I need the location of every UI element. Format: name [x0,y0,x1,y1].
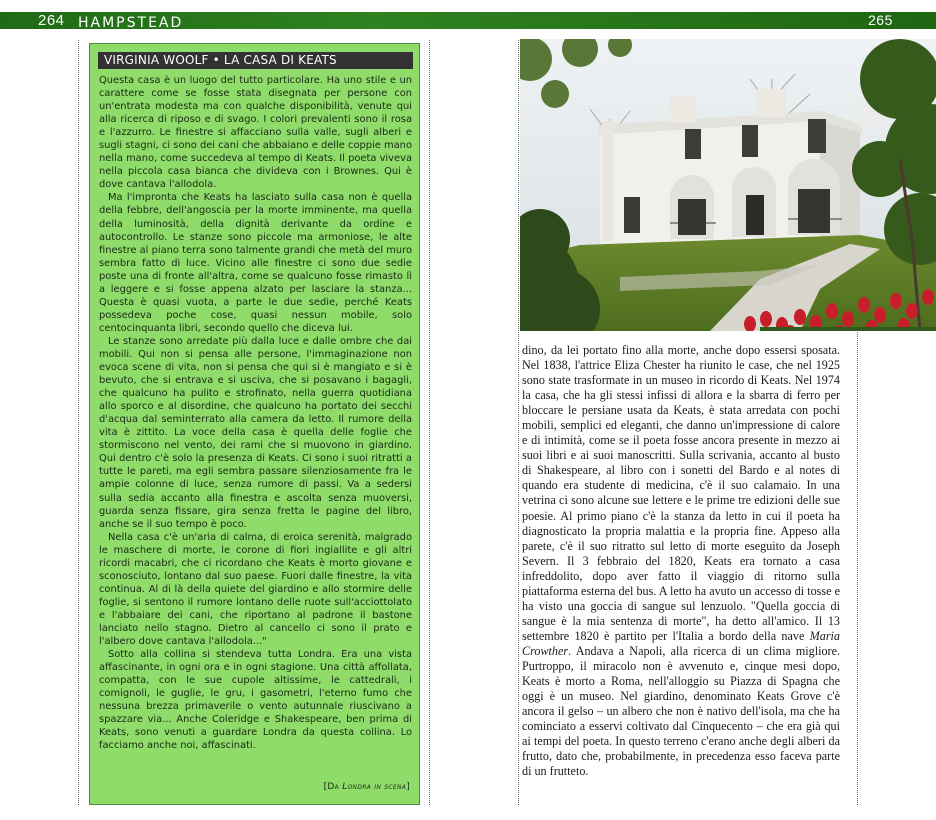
page-number-right: 265 [868,12,893,28]
article-paragraph [522,343,840,779]
source-suffix: ] [406,782,410,792]
article-text-part-2: . Andava a Napoli, alla ricerca di un clima migliore. Purtroppo, il miracolo non è avvenuto e, cinque mesi dopo, Keats è morto a Roma, nell'alloggio su Piazza di Spagna che oggi è un museo. Nel giardino, denominato Keats Grove c'è ancora il gelso – un albero che non è nativo dell'isola, ma che ha cominciato a esservi coltivato dal Cinquecento – che era già qui ai tempi del poeta. In questo terreno c'erano anche degli alberi da frutto, dato che, probabilmente, in precedenza esso faceva parte di un frutteto. [522,643,840,779]
gutter-rule-right [518,40,519,805]
sidebar-paragraph: Ma l'impronta che Keats ha lasciato sulla casa non è quella della febbre, dell'angoscia per la morte imminente, ma quella della luminosità, della dignità derivante da ordine e autocontrollo. Le stanze sono piccole ma armoniose, le alte finestre al piano terra sono talmente grandi che metà del muro sembra fatto di luce. Vicino alle finestre ci sono due sedie poste una di fronte all'altra, come se qualcuno fosse rimasto lì a leggere e si fosse appena alzato per lasciare la stanza... Questa è quasi vuota, a parte le due sedie, perché Keats possedeva poche cose, quasi nessun mobile, solo centocinquanta libri, secondo quello che diceva lui. [99,192,412,334]
page-number-left: 264 [38,12,65,29]
running-head: HAMPSTEAD [78,15,184,31]
sidebar-paragraph: Nella casa c'è un'aria di calma, di eroica serenità, malgrado le maschere di morte, le corone di fiori ingiallite e gli altri ricordi macabri, che ci ricordano che Keats è morto giovane e sconosciuto, lontano dal suo paese. Fuori dalle finestre, la vita continua. Al di là della quiete del giardino e allo stormire delle foglie, si sentono il rumore lontano delle ruote sull'acciottolato e l'abbaiare dei cani, che riportano al padrone il bastone lanciato nello stagno. Dietro al cancello ci sono il prato e l'albero dove cantava l'allodola..." [99,531,412,648]
left-margin-rule [78,40,79,805]
sidebar-box [89,43,420,805]
sidebar-title: VIRGINIA WOOLF • LA CASA DI KEATS [98,52,413,69]
sidebar-paragraph: Le stanze sono arredate più dalla luce e dalle ombre che dai mobili. Qui non si pensa alle persone, l'immaginazione non evoca scene di vita, non si pensa che qui si è mangiato e si è bevuto, che si entrava e si usciva, che si posavano i bagagli, che qualcuno ha pulito e strofinato, nella guerra quotidiana allo sporco e al disordine, che qualcuno ha portato dei secchi d'acqua dal seminterrato alla camera da letto. Il rumore della vita è zittito. La voce della casa è quella delle foglie che stormiscono nel vento, dei rami che si muovono in giardino. Qui dentro c'è solo la presenza di Keats. Ci sono i suoi ritratti a tutte le pareti, ma egli sembra passare silenziosamente fra le ampie colonne di luce, senza rumore di passi. Va a sedersi sulla sedia accanto alla finestra e ascolta senza muoversi, guarda senza fissare, gira senza fretta le pagine del libro, anche se il suo tempo è poco. [99,335,412,530]
ship-name: Maria Crowther [522,628,840,658]
source-title: Londra in scena [342,782,407,792]
article-text-part-1: dino, da lei portato fino alla morte, anche dopo essersi sposata. Nel 1838, l'attrice Eliza Chester ha riunito le case, che nel 1925 sono state trasformate in un museo in ricordo di Keats. Nel 1974 la casa, che ha gli stessi infissi di allora e la sbarra di ferro per bloccare le persiane usata da Keats, è stata arredata con pochi mobili, semplici ed eleganti, che danno un'impressione di calore e di intimità, come se il poeta fosse ancora presente in mezzo ai suoi libri e ai suoi manoscritti. Sulla scrivania, accanto al busto di Shakespeare, al libro con i sonetti del Bardo e al notes di quando era studente di medicina, c'è il suo calamaio. In una vetrina ci sono alcune sue lettere e le prime tre edizioni delle sue poesie. Al primo piano c'è la stanza da letto in cui il poeta ha diagnosticato la propria malattia e la propria fine. Appeso alla parete, c'è il suo ritratto sul letto di morte eseguito da Joseph Severn. Il 3 febbraio del 1820, Keats era tornato a casa infreddolito, dopo aver fatto il viaggio di ritorno sulla piattaforma esterna del bus. A letto ha avuto un accesso di tosse e ha visto una goccia di sangue sul lenzuolo. "Quella goccia di sangue è la mia sentenza di morte", ha detto all'amico. Il 13 settembre 1820 è partito per l'Italia a bordo della nave [522,343,840,643]
gutter-rule-left [429,40,430,805]
keats-house-photo [520,39,936,331]
article-text [522,343,840,779]
sidebar-paragraph: Sotto alla collina si stendeva tutta Londra. Era una vista affascinante, in ogni ora e in ogni stagione. Una città affollata, compatta, con le sue cupole altissime, le cattedrali, i comignoli, le guglie, le gru, i gasometri, l'eterno fumo che nessuna brezza primaverile o vento autunnale riuscivano a spazzare via... Anche Coleridge e Shakespeare, ben prima di Keats, sono venuti a guardare Londra da questa collina. Lo facciamo anche noi, affascinati. [99,649,412,752]
sidebar-source [324,782,410,792]
source-prefix: [Da [323,782,343,792]
sidebar-paragraph: Questa casa è un luogo del tutto particolare. Ha uno stile e un carattere come se fosse stata disegnata per persone con un'entrata modesta ma con qualche disponibilità, venute qui alla ricerca di riposo e di svago. I colori prevalenti sono il rosa e l'azzurro. Le finestre si affacciano sulla valle, sugli alberi e sugli stagni, ci sono dei cani che abbaiano e delle coppie mano nella mano, come succedeva al tempo di Keats. Il poeta viveva nella piccola casa bianca che divideva con i Brownes. Qui è dove cantava l'allodola. [99,75,412,191]
sidebar-body [99,74,412,752]
